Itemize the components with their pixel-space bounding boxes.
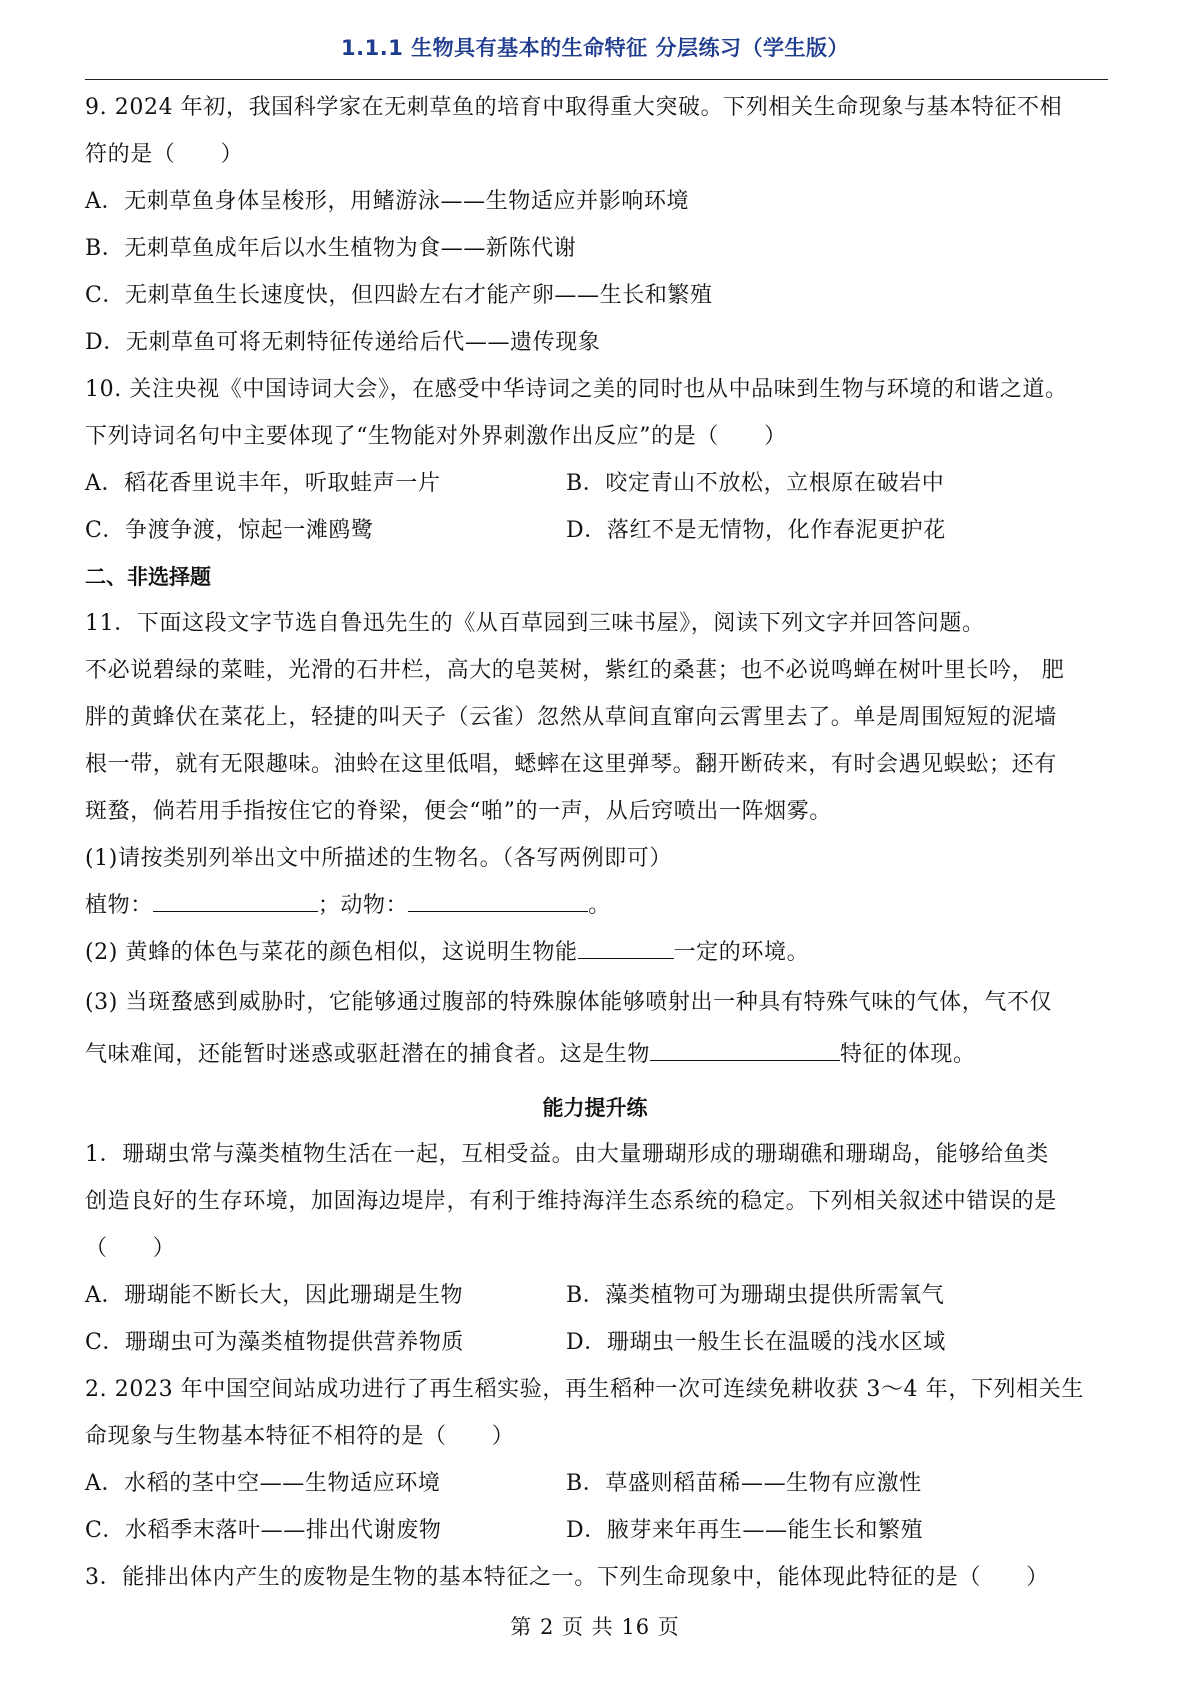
q9-option-d: D．无刺草鱼可将无刺特征传递给后代——遗传现象	[85, 330, 601, 355]
q11-sub1-answer-line	[85, 891, 1108, 921]
q9-stem-line1: 9. 2024 年初，我国科学家在无刺草鱼的培育中取得重大突破。下列相关生命现象与基本特征不相	[85, 95, 1063, 120]
q11-sub3-blank[interactable]	[650, 1040, 840, 1061]
adv-q1-stem-line3: （ ）	[85, 1236, 176, 1261]
q11-sub3-line1: (3) 当斑蝥感到威胁时，它能够通过腹部的特殊腺体能够喷射出一种具有特殊气味的气体，气不仅	[85, 990, 1053, 1015]
adv-q1-options-row1	[85, 1281, 1108, 1311]
adv-q2-options-row2	[85, 1516, 1108, 1546]
q11-sub1-end: 。	[588, 893, 611, 918]
q11-sub2	[85, 938, 1108, 968]
header-divider	[85, 79, 1108, 80]
q11-animal-label: ；动物：	[317, 893, 409, 918]
q10-options-row1	[85, 469, 1108, 499]
q10-options-row2	[85, 516, 1108, 546]
adv-q2-option-d: D．腋芽来年再生——能生长和繁殖	[566, 1518, 924, 1543]
adv-q1-option-d: D．珊瑚虫一般生长在温暖的浅水区域	[566, 1330, 946, 1355]
adv-q1-option-c: C．珊瑚虫可为藻类植物提供营养物质	[85, 1330, 465, 1355]
q11-plant-label: 植物：	[85, 893, 153, 918]
q11-animal-blank[interactable]	[408, 891, 588, 912]
q10-stem-line1: 10. 关注央视《中国诗词大会》，在感受中华诗词之美的同时也从中品味到生物与环境的和谐之道。	[85, 377, 1068, 402]
q11-sub2-text-b: 一定的环境。	[673, 940, 810, 965]
adv-q1-stem-line2: 创造良好的生存环境，加固海边堤岸，有利于维持海洋生态系统的稳定。下列相关叙述中错误的是	[85, 1189, 1057, 1214]
adv-q1-options-row2	[85, 1328, 1108, 1358]
q11-sub3-line2	[85, 1040, 1108, 1070]
q10-option-c: C．争渡争渡，惊起一滩鸥鹭	[85, 518, 374, 543]
adv-q1-option-b: B．藻类植物可为珊瑚虫提供所需氧气	[566, 1283, 945, 1308]
q10-option-d: D．落红不是无情物，化作春泥更护花	[566, 518, 946, 543]
adv-q2-option-a: A．水稻的茎中空——生物适应环境	[85, 1471, 441, 1496]
adv-q2-options-row1	[85, 1469, 1108, 1499]
q11-intro: 11．下面这段文字节选自鲁迅先生的《从百草园到三味书屋》，阅读下列文字并回答问题。	[85, 611, 985, 636]
adv-q1-option-a: A．珊瑚能不断长大，因此珊瑚是生物	[85, 1283, 464, 1308]
q11-passage-line1: 不必说碧绿的菜畦，光滑的石井栏，高大的皂荚树，紫红的桑葚；也不必说鸣蝉在树叶里长吟， 肥	[85, 658, 1065, 683]
adv-q1-stem-line1: 1．珊瑚虫常与藻类植物生活在一起，互相受益。由大量珊瑚形成的珊瑚礁和珊瑚岛，能够给鱼类	[85, 1142, 1049, 1167]
adv-q2-option-c: C．水稻季末落叶——排出代谢废物	[85, 1518, 442, 1543]
q9-option-c: C．无刺草鱼生长速度快，但四龄左右才能产卵——生长和繁殖	[85, 283, 713, 308]
q10-stem-line2: 下列诗词名句中主要体现了“生物能对外界刺激作出反应”的是（ ）	[85, 424, 787, 449]
page-header-title: 1.1.1 生物具有基本的生命特征 分层练习（学生版）	[341, 36, 849, 60]
q10-option-b: B．咬定青山不放松，立根原在破岩中	[566, 471, 945, 496]
adv-q2-option-b: B．草盛则稻苗稀——生物有应激性	[566, 1471, 922, 1496]
q11-passage-line2: 胖的黄蜂伏在菜花上，轻捷的叫天子（云雀）忽然从草间直窜向云霄里去了。单是周围短短的泥墙	[85, 705, 1057, 730]
q9-option-b: B．无刺草鱼成年后以水生植物为食——新陈代谢	[85, 236, 577, 261]
section-heading-advanced: 能力提升练	[542, 1096, 648, 1120]
q11-sub2-text-a: (2) 黄蜂的体色与菜花的颜色相似，这说明生物能	[85, 940, 578, 965]
q9-stem-line2: 符的是（ ）	[85, 142, 244, 167]
adv-q2-stem-line2: 命现象与生物基本特征不相符的是（ ）	[85, 1424, 515, 1449]
q11-sub3-text-c: 特征的体现。	[840, 1042, 976, 1067]
q11-passage-line3: 根一带，就有无限趣味。油蛉在这里低唱，蟋蟀在这里弹琴。翻开断砖来，有时会遇见蜈蚣；还有	[85, 752, 1057, 777]
q11-sub2-blank[interactable]	[578, 938, 674, 959]
adv-q2-stem-line1: 2. 2023 年中国空间站成功进行了再生稻实验，再生稻种一次可连续免耕收获 3～4 年，下列相关生	[85, 1377, 1084, 1402]
q9-option-a: A．无刺草鱼身体呈梭形，用鳍游泳——生物适应并影响环境	[85, 189, 690, 214]
q11-passage-line4: 斑蝥，倘若用手指按住它的脊梁，便会“啪”的一声，从后窍喷出一阵烟雾。	[85, 799, 832, 824]
section-heading-nonchoice: 二、非选择题	[85, 565, 211, 589]
page-footer-number: 第 2 页 共 16 页	[510, 1615, 680, 1639]
adv-q3-stem-line1: 3．能排出体内产生的废物是生物的基本特征之一。下列生命现象中，能体现此特征的是（ ）	[85, 1565, 1049, 1590]
q10-option-a: A．稻花香里说丰年，听取蛙声一片	[85, 471, 441, 496]
q11-sub3-text-b: 气味难闻，还能暂时迷惑或驱赶潜在的捕食者。这是生物	[85, 1042, 651, 1067]
q11-sub1: (1)请按类别列举出文中所描述的生物名。（各写两例即可）	[85, 846, 672, 871]
q11-plant-blank[interactable]	[153, 891, 318, 912]
